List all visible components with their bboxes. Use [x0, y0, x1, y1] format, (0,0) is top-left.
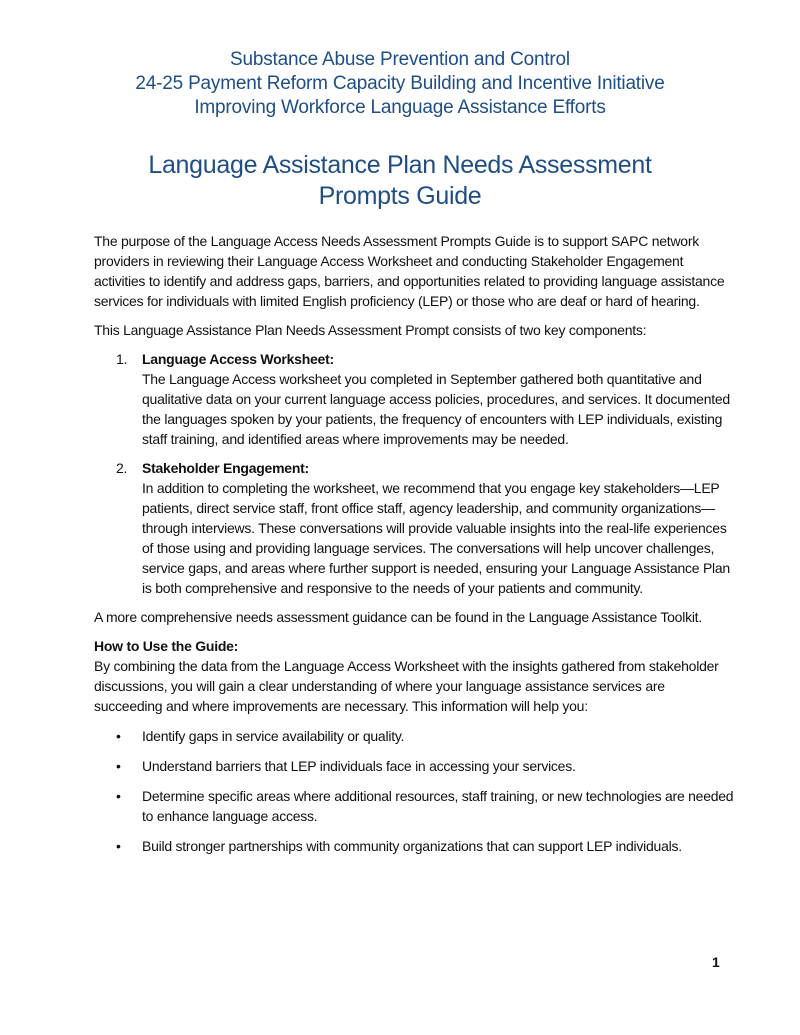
bullet-icon: • [116, 838, 121, 854]
how-to-use-section [94, 636, 734, 716]
title-line-1: Language Assistance Plan Needs Assessment [148, 151, 652, 179]
page-number: 1 [712, 954, 720, 970]
benefit-text: Determine specific areas where additional resources, staff training, or new technologies are needed to enhance language access. [142, 788, 734, 824]
purpose-paragraph: The purpose of the Language Access Needs Assessment Prompts Guide is to support SAPC network providers in reviewing their Language Access Worksheet and conducting Stakeholder Engagement activities to identify and address gaps, barriers, and opportunities related to providing language assistance services for individuals with limited English proficiency (LEP) or those who are deaf or hard of hearing. [94, 233, 725, 309]
bullet-icon: • [116, 788, 121, 804]
benefit-item [94, 836, 734, 856]
component-number: 2. [116, 460, 128, 476]
benefit-item [94, 786, 734, 826]
toolkit-note: A more comprehensive needs assessment guidance can be found in the Language Assistance Toolkit. [94, 609, 702, 625]
benefits-list [94, 726, 734, 856]
benefit-item [94, 726, 734, 746]
components-list [94, 349, 734, 598]
component-text: The Language Access worksheet you completed in September gathered both quantitative and qualitative data on your current language access policies, procedures, and services. It documented the languages spoken by your patients, the frequency of encounters with LEP individuals, existing staff training, and identified areas where improvements may be needed. [142, 371, 730, 447]
document-header [0, 48, 800, 120]
how-to-use-text: By combining the data from the Language Access Worksheet with the insights gathered from stakeholder discussions, you will gain a clear understanding of where your language assistance services are succeeding and where improvements are necessary. This information will help you: [94, 658, 719, 714]
header-initiative: 24-25 Payment Reform Capacity Building and Incentive Initiative [135, 73, 665, 94]
benefit-text: Build stronger partnerships with community organizations that can support LEP individuals. [142, 838, 682, 854]
benefit-text: Understand barriers that LEP individuals face in accessing your services. [142, 758, 576, 774]
how-to-use-heading: How to Use the Guide: [94, 638, 239, 654]
component-text: In addition to completing the worksheet, we recommend that you engage key stakeholders—LEP patients, direct service staff, front office staff, agency leadership, and community organizations—through interviews. These conversations will provide valuable insights into the real-life experiences of those using and providing language services. The conversations will help uncover challenges, service gaps, and areas where further support is needed, ensuring your Language Assistance Plan is both comprehensive and responsive to the needs of your patients and community. [142, 480, 730, 596]
header-effort: Improving Workforce Language Assistance Efforts [194, 97, 606, 118]
title-line-2: Prompts Guide [318, 182, 482, 210]
bullet-icon: • [116, 728, 121, 744]
bullet-icon: • [116, 758, 121, 774]
header-organization: Substance Abuse Prevention and Control [230, 49, 570, 70]
document-body [94, 231, 734, 866]
components-intro-paragraph: This Language Assistance Plan Needs Assessment Prompt consists of two key components: [94, 322, 647, 338]
document-title [0, 150, 800, 212]
component-number: 1. [116, 351, 128, 367]
component-heading: Language Access Worksheet: [142, 351, 334, 367]
component-item [94, 458, 734, 598]
benefit-item [94, 756, 734, 776]
component-heading: Stakeholder Engagement: [142, 460, 309, 476]
benefit-text: Identify gaps in service availability or quality. [142, 728, 405, 744]
component-item [94, 349, 734, 449]
